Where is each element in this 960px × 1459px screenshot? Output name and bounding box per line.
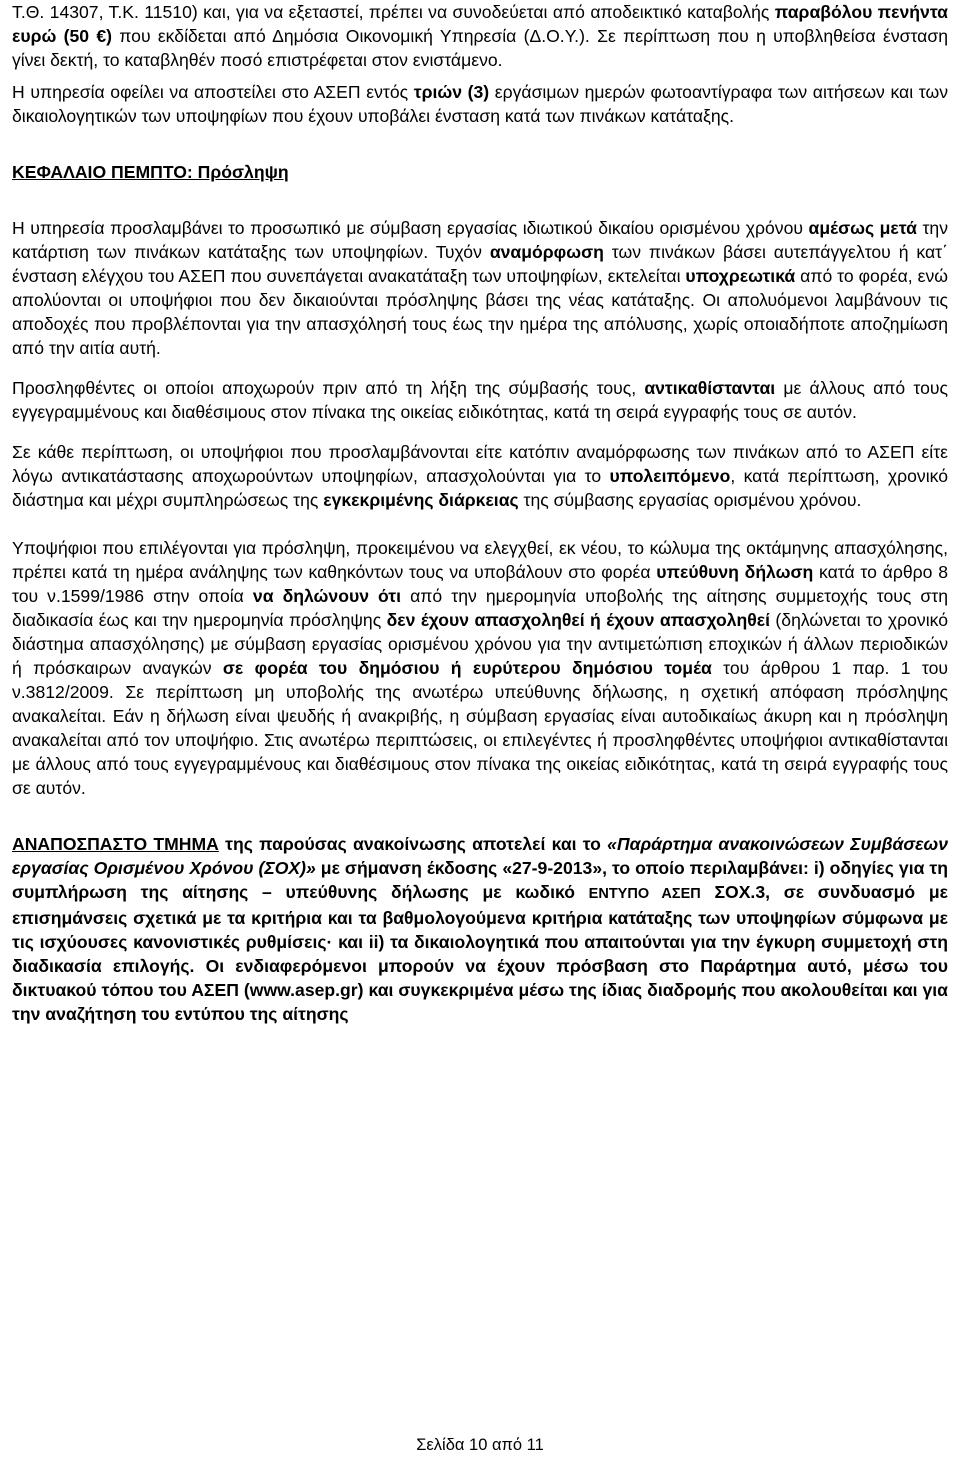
small-text: ΕΝΤΥΠΟ ΑΣΕΠ [588,886,701,902]
document-page [12,0,948,1026]
text: από το φορέα, ενώ απολύονται οι υποψήφιοι που δεν δικαιούνται πρόσληψης βάσει της νέας κατάταξης. Οι απολυόμενοι λαμβάνουν τις αποδοχές που προβλέπονται για την απασχόλησή τους έως την ημέρα της απόλυσης, χωρίς οποιαδήποτε αποζημίωση από την αιτία αυτή. [12,266,948,358]
text: Τ.Θ. 14307, Τ.Κ. 11510) και, για να εξεταστεί, πρέπει να συνοδεύεται από αποδεικτικό καταβολής [12,2,775,22]
text: του άρθρου 1 παρ. 1 του ν.3812/2009. Σε περίπτωση μη υποβολής της ανωτέρω υπεύθυνης δήλωσης, η σχετική απόφαση πρόσληψης ανακαλείται. Εάν η δήλωση είναι ψευδής ή ανακριβής, η σύμβαση εργασίας είναι αυτοδικαίως άκυρη και η πρόσληψη ανακαλείται από τον υποψήφιο. Στις ανωτέρω περιπτώσεις, οι επιλεγέντες ή προσληφθέντες υποψήφιοι αντικαθίστανται με άλλους από τους εγγεγραμμένους και διαθέσιμους στον πίνακα της οικείας ειδικότητας, κατά τη σειρά εγγραφής τους σε αυτόν. [12,658,949,798]
bold-text: υποχρεωτικά [685,266,796,286]
bold-text: υπολειπόμενο [609,466,731,486]
bold-text: σε φορέα του δημόσιου ή ευρύτερου δημόσιου τομέα [222,658,712,678]
paragraph-annex [12,832,948,1026]
bold-text: αντικαθίστανται [644,378,776,398]
bold-text: δεν έχουν απασχοληθεί ή έχουν απασχοληθεί [386,610,770,630]
paragraph-replacement [12,376,948,424]
text: κατά το άρθρο 8 του ν.1599/1986 στην οποία [12,562,948,606]
paragraph-declaration [12,536,948,800]
text: την κατάρτιση των πινάκων κατάταξης των υποψηφίων. Τυχόν [12,218,949,262]
paragraph-hiring [12,216,948,360]
chapter-heading: ΚΕΦΑΛΑΙΟ ΠΕΜΠΤΟ: Πρόσληψη [12,162,289,182]
text: της παρούσας ανακοίνωσης αποτελεί και το [218,834,608,854]
text: (δηλώνεται το χρονικό διάστημα απασχόλησης) με σύμβαση εργασίας ορισμένου χρόνου για την αντιμετώπιση εποχικών ή άλλων περιοδικών ή πρόσκαιρων αναγκών [12,610,948,678]
text: Η υπηρεσία προσλαμβάνει το προσωπικό με σύμβαση εργασίας ιδιωτικού δικαίου ορισμένου χρόνου [12,218,809,238]
paragraph-service-obligation [12,80,948,128]
paragraph-objection-fee [12,0,948,72]
text: Σε κάθε περίπτωση, οι υποψήφιοι που προσλαμβάνονται είτε κατόπιν αναμόρφωσης των πινάκων από το ΑΣΕΠ είτε λόγω αντικατάστασης αποχωρούντων υποψηφίων, απασχολούνται για το [12,442,948,486]
bold-text: αναμόρφωση [489,242,604,262]
text: των πινάκων βάσει αυτεπάγγελτου ή κατ΄ ένσταση ελέγχου του ΑΣΕΠ που συνεπάγεται ανακατάταξη των υποψηφίων, εκτελείται [12,242,948,286]
text: , κατά περίπτωση, χρονικό διάστημα και μέχρι συμπληρώσεως της [12,466,948,510]
text: Υποψήφιοι που επιλέγονται για πρόσληψη, προκειμένου να ελεγχθεί, εκ νέου, το κώλυμα της οκτάμηνης απασχόλησης, πρέπει κατά τη ημέρα ανάληψης των καθηκόντων τους να υποβάλουν στο φορέα [12,538,948,582]
page-footer: Σελίδα 10 από 11 [416,1436,544,1454]
italic-text: «Παράρτημα ανακοινώσεων Συμβάσεων εργασίας Ορισμένου Χρόνου (ΣΟΧ)» [12,834,948,878]
underlined-text: ΑΝΑΠΟΣΠΑΣΤΟ ΤΜΗΜΑ [12,834,219,854]
bold-text: να δηλώνουν ότι [252,586,402,606]
text: εργάσιμων ημερών φωτοαντίγραφα των αιτήσεων και των δικαιολογητικών των υποψηφίων που έχουν υποβάλει ένσταση κατά των πινάκων κατάταξης. [12,82,948,126]
text: Προσληφθέντες οι οποίοι αποχωρούν πριν από τη λήξη της σύμβασής τους, [12,378,645,398]
bold-text: τριών (3) [413,82,490,102]
text: με σήμανση έκδοσης «27-9-2013», το οποίο περιλαμβάνει: i) οδηγίες για τη συμπλήρωση της αίτησης – υπεύθυνης δήλωσης με κωδικό [12,858,948,902]
paragraph-remaining-period [12,440,948,512]
bold-text: υπεύθυνη δήλωση [656,562,814,582]
text: Η υπηρεσία οφείλει να αποστείλει στο ΑΣΕΠ εντός [12,82,414,102]
text: από την ημερομηνία υποβολής της αίτησης συμμετοχής τους στη διαδικασία έως και την ημερομηνία πρόσληψης [12,586,948,630]
bold-text: παραβόλου πενήντα ευρώ (50 €) [12,2,949,46]
text: της σύμβασης εργασίας ορισμένου χρόνου. [518,490,862,510]
text: που εκδίδεται από Δημόσια Οικονομική Υπηρεσία (Δ.Ο.Υ.). Σε περίπτωση που η υποβληθείσα ένσταση γίνει δεκτή, το καταβληθέν ποσό επιστρέφεται στον ενιστάμενο. [12,26,948,70]
bold-text: αμέσως μετά [808,218,917,238]
text: με άλλους από τους εγγεγραμμένους και διαθέσιμους στον πίνακα της οικείας ειδικότητας, κατά τη σειρά εγγραφής τους σε αυτόν. [12,378,948,422]
text: ΣΟΧ.3, σε συνδυασμό με επισημάνσεις σχετικά με τα κριτήρια και τα βαθμολογούμενα κριτήρια κατάταξης των υποψηφίων σύμφωνα με τις ισχύουσες κανονιστικές ρυθμίσεις· και ii) τα δικαιολογητικά που απαιτούνται για την έγκυρη συμμετοχή στη διαδικασία επιλογής. Οι ενδιαφερόμενοι μπορούν να έχουν πρόσβαση στο Παράρτημα αυτό, μέσω του δικτυακού τόπου του ΑΣΕΠ (www.asep.gr) και συγκεκριμένα μέσω της ίδιας διαδρομής που ακολουθείται και για την αναζήτηση του εντύπου της αίτησης [12,882,948,1024]
bold-text: εγκεκριμένης διάρκειας [323,490,519,510]
